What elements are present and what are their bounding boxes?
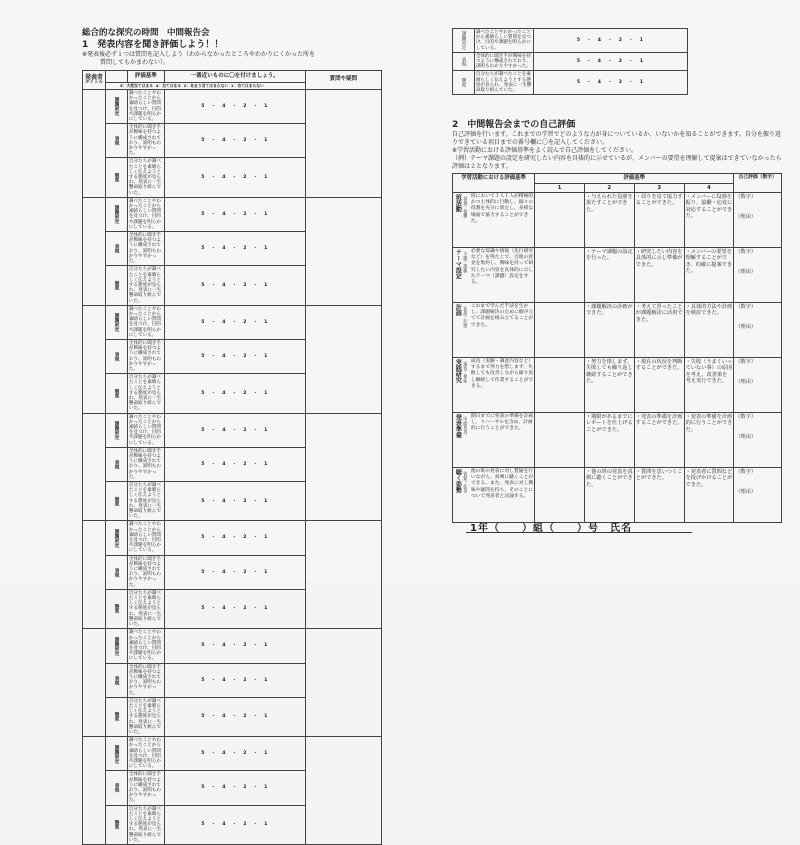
question-cell[interactable] — [305, 197, 381, 305]
rubric-level-1[interactable] — [535, 413, 585, 468]
evaluation-row — [83, 305, 382, 339]
criterion-desc: 調べたことやわかったことから素晴らしい質問を見つけ、目的や課題を明らかにしている。 — [127, 413, 164, 447]
score-scale[interactable]: 5 ・ 4 ・ 2 ・ 1 — [164, 737, 305, 771]
rubric-level-4[interactable]: ・メンバーの要望を理解することができ、的確に提案できた。 — [684, 248, 734, 303]
activity-cell — [453, 358, 535, 413]
self-score-number: （数字） — [735, 359, 757, 366]
rubric-level-4[interactable]: ・失敗（うまくいっていない事）の原因を考え、改善策を考え実行できた。 — [684, 358, 734, 413]
self-eval-row — [453, 248, 782, 303]
evaluation-row — [83, 90, 382, 124]
criterion-desc: 全体的に聞き手が興味を持つように構成されており、説明もわかりやすかった。 — [127, 771, 164, 805]
header-title-label: タイトル — [85, 80, 103, 85]
criterion-desc: 全体的に聞き手が興味を持つように構成されており、説明もわかりやすかった。 — [127, 339, 164, 373]
criterion-desc: 調べたことやわかったことから素晴らしい質問を見つけ、目的や課題を明らかにしている。 — [127, 305, 164, 339]
self-score-reason: （理由） — [735, 324, 757, 331]
rubric-level-2[interactable]: ・努力を惜しまず、失敗しても繰り返し継続することができた。 — [584, 358, 634, 413]
criterion-desc: 自分たちが調べたことを素晴らしく伝えようとする態度が見られ、発表に一生懸命取り組んでいた。 — [127, 589, 164, 628]
score-scale[interactable]: 5 ・ 4 ・ 2 ・ 1 — [164, 589, 305, 628]
presenter-cell[interactable] — [83, 629, 106, 737]
carryover-desc-2: 自分たちが調べたことを素晴らしく伝えようとする態度が見られ、発表に一生懸命取り組んでいた。 — [474, 71, 533, 95]
evaluation-row — [83, 413, 382, 447]
self-score-reason: （理由） — [735, 489, 757, 496]
self-eval-row — [453, 193, 782, 248]
header-rubric: 評価基準 — [535, 174, 734, 183]
rubric-level-2[interactable]: ・与えられた役割を果たすことができた。 — [584, 193, 634, 248]
score-scale[interactable]: 5 ・ 4 ・ 2 ・ 1 — [164, 266, 305, 305]
scale-legend-4: 4：当てはまる — [155, 83, 182, 89]
section2-heading: 2 中間報告会までの自己評価 — [452, 120, 576, 131]
score-scale[interactable]: 5 ・ 4 ・ 2 ・ 1 — [164, 555, 305, 589]
criterion-name: 表現 — [106, 232, 128, 266]
student-name-line[interactable]: 1年（ ）組（ ）号 氏名 — [470, 523, 632, 534]
criterion-desc: 自分たちが調べたことを素晴らしく伝えようとする態度が見られ、発表に一生懸命取り組んでいた。 — [127, 374, 164, 413]
activity-sub: （主題・課題） — [463, 249, 469, 276]
self-score-cell[interactable] — [734, 413, 782, 468]
criterion-desc: 自分たちが調べたことを素晴らしく伝えようとする態度が見られ、発表に一生懸命取り組んでいた。 — [127, 158, 164, 197]
score-scale[interactable]: 5 ・ 4 ・ 2 ・ 1 — [164, 305, 305, 339]
question-cell[interactable] — [305, 521, 381, 629]
rubric-level-4[interactable]: ・発表者に質問などを投げかけることができた。 — [684, 468, 734, 523]
rubric-level-2[interactable]: ・課題解決の計画ができた。 — [584, 303, 634, 358]
self-score-reason: （理由） — [735, 379, 757, 386]
self-score-number: （数字） — [735, 414, 757, 421]
criterion-desc: 全体的に聞き手が興味を持つように構成されており、説明もわかりやすかった。 — [127, 232, 164, 266]
question-cell[interactable] — [305, 413, 381, 521]
score-scale[interactable]: 5 ・ 4 ・ 2 ・ 1 — [164, 374, 305, 413]
criterion-desc: 全体的に聞き手が興味を持つように構成されており、説明もわかりやすかった。 — [127, 555, 164, 589]
activity-cell — [453, 303, 535, 358]
criterion-name: 課題設定 — [106, 629, 128, 663]
presenter-cell[interactable] — [83, 413, 106, 521]
criterion-desc: 自分たちが調べたことを素晴らしく伝えようとする態度が見られ、発表に一生懸命取り組んでいた。 — [127, 482, 164, 521]
activity-cell — [453, 193, 535, 248]
header-instruction: 一番近いものに〇を付けましょう。 — [164, 71, 305, 83]
presenter-cell[interactable] — [83, 305, 106, 413]
carryover-criterion-2: 態度 — [453, 71, 475, 95]
evaluation-row — [83, 737, 382, 771]
criterion-desc: 調べたことやわかったことから素晴らしい質問を見つけ、目的や課題を明らかにしている。 — [127, 521, 164, 555]
self-score-number: （数字） — [735, 194, 757, 201]
question-cell[interactable] — [305, 629, 381, 737]
self-eval-row — [453, 468, 782, 523]
rubric-level-3[interactable]: ・質問を思いつくことができた。 — [634, 468, 684, 523]
self-evaluation-table — [452, 173, 782, 523]
scale-legend-1: 1：当てはまらない — [230, 83, 264, 89]
criterion-name: 課題設定 — [106, 305, 128, 339]
question-cell[interactable] — [305, 305, 381, 413]
activity-name: 発表準備 — [454, 414, 462, 439]
evaluation-groups — [83, 90, 382, 845]
criterion-name: 表現 — [106, 555, 128, 589]
self-score-cell[interactable] — [734, 358, 782, 413]
self-eval-row — [453, 358, 782, 413]
activity-sub: （中間発表） — [463, 414, 469, 437]
activity-name: 計画 — [454, 304, 462, 317]
carryover-desc-1: 全体的に聞き手が興味を持つように構成されており、説明もわかりやすかった。 — [474, 52, 533, 71]
score-scale[interactable]: 5 ・ 4 ・ 2 ・ 1 — [164, 413, 305, 447]
section1-note-line1: ※発表後必ず１つは質問を記入しよう（わからなかったところやわかりにくかった所を — [82, 51, 316, 58]
activity-desc: 必要な知識や情報（先行研究など）を得た上で、自他の意見を集約し、興味を持って研究したい内容を具体的に示したテーマ（課題）設定をする。 — [470, 249, 534, 286]
left-page — [82, 28, 382, 845]
criterion-desc: 全体的に聞き手が興味を持つように構成されており、説明もわかりやすかった。 — [127, 447, 164, 481]
criterion-name: 態度 — [106, 374, 128, 413]
self-score-cell[interactable] — [734, 303, 782, 358]
score-scale[interactable]: 5 ・ 4 ・ 2 ・ 1 — [164, 805, 305, 844]
criterion-name: 態度 — [106, 697, 128, 736]
activity-name: テーマ設定 — [454, 249, 462, 280]
section1-note-line2: 質問してもかまわない）。 — [100, 59, 170, 66]
activity-sub: （質疑・応答） — [463, 469, 469, 496]
activity-sub: （仮説・計画） — [463, 304, 469, 331]
criterion-name: 表現 — [106, 771, 128, 805]
score-scale[interactable]: 5 ・ 4 ・ 2 ・ 1 — [164, 232, 305, 266]
activity-desc: 成功（実験・調査内容など）するまで努力を惜しまず、失敗しても改善しながら繰り返し継続して作業することができる。 — [470, 359, 534, 389]
criterion-name: 課題設定 — [106, 413, 128, 447]
col-3: 3 — [634, 183, 684, 192]
score-scale[interactable]: 5 ・ 4 ・ 2 ・ 1 — [164, 339, 305, 373]
self-score-number: （数字） — [735, 304, 757, 311]
section2-note: ※学習活動における評価基準をよく読んで自己評価をしてください。 — [452, 147, 638, 155]
scale-legend — [106, 83, 306, 90]
rubric-level-2[interactable]: ・期限があるまでにレポートを仕上げることができた。 — [584, 413, 634, 468]
activity-name: 実践研究 — [454, 359, 462, 384]
criterion-desc: 全体的に聞き手が興味を持つように構成されており、説明もわかりやすかった。 — [127, 124, 164, 158]
header-activity: 学習活動における評価基準 — [453, 174, 535, 193]
activity-sub: （調査・検証） — [463, 359, 469, 386]
criterion-desc: 全体的に聞き手が興味を持つように構成されており、説明もわかりやすかった。 — [127, 663, 164, 697]
criterion-name: 表現 — [106, 124, 128, 158]
peer-evaluation-table — [82, 70, 382, 845]
activity-desc: これまで学んだ手法を生かし、課題解決のために順序立てて計画を組み立てることができた。 — [470, 304, 534, 328]
score-scale[interactable]: 5 ・ 4 ・ 2 ・ 1 — [164, 521, 305, 555]
criterion-desc: 自分たちが調べたことを素晴らしく伝えようとする態度が見られ、発表に一生懸命取り組んでいた。 — [127, 266, 164, 305]
criterion-name: 表現 — [106, 447, 128, 481]
rubric-level-4[interactable]: ・発表の準備を計画的に行うことができた。 — [684, 413, 734, 468]
criterion-name: 課題設定 — [106, 521, 128, 555]
rubric-level-1[interactable] — [535, 468, 585, 523]
rubric-level-2[interactable]: ・テーマ課題の設定を行った。 — [584, 248, 634, 303]
self-score-number: （数字） — [735, 249, 757, 256]
score-scale[interactable]: 5 ・ 4 ・ 2 ・ 1 — [164, 158, 305, 197]
criterion-name: 表現 — [106, 663, 128, 697]
rubric-level-1[interactable] — [535, 248, 585, 303]
rubric-level-2[interactable]: ・他の班の発表を真剣に聴くことができた。 — [584, 468, 634, 523]
score-scale[interactable]: 5 ・ 4 ・ 2 ・ 1 — [164, 197, 305, 231]
presenter-cell[interactable] — [83, 197, 106, 305]
worksheet-title: 総合的な探究の時間 中間報告会 — [82, 28, 210, 38]
rubric-level-1[interactable] — [535, 303, 585, 358]
self-score-number: （数字） — [735, 469, 757, 476]
rubric-level-3[interactable]: ・考えて習ったことが課題解決に活用できた。 — [634, 303, 684, 358]
section2-intro: 自己評価を行います。これまでの学習でどのような力が身についているか、いないかを知ることができます。自分を振り返りできている項目までの番号欄に〇を記入してください。 — [452, 131, 781, 147]
score-scale[interactable]: 5 ・ 4 ・ 2 ・ 1 — [164, 629, 305, 663]
criterion-name: 表現 — [106, 339, 128, 373]
self-score-reason: （理由） — [735, 434, 757, 441]
presenter-cell[interactable] — [83, 737, 106, 845]
score-scale[interactable]: 5 ・ 4 ・ 2 ・ 1 — [164, 663, 305, 697]
score-scale[interactable]: 5 ・ 4 ・ 2 ・ 1 — [164, 90, 305, 124]
self-score-reason: （理由） — [735, 269, 757, 276]
criterion-desc: 自分たちが調べたことを素晴らしく伝えようとする態度が見られ、発表に一生懸命取り組んでいた。 — [127, 697, 164, 736]
self-evaluation-rows — [453, 193, 782, 523]
carryover-scale-1[interactable]: 5 ・ 4 ・ 2 ・ 1 — [533, 52, 687, 71]
section2-example: （例）テーマ課題の設定を研究したい内容を具体的に示せているが、メンバーの要望を理解して提案はできていなかったら評価は２となります。 — [452, 155, 782, 171]
activity-name: 聴く姿勢 — [454, 469, 462, 494]
header-presenter — [83, 71, 106, 90]
header-criteria: 評価基準 — [127, 71, 164, 83]
criterion-name: 態度 — [106, 266, 128, 305]
presenter-cell[interactable] — [83, 90, 106, 198]
presenter-cell[interactable] — [83, 521, 106, 629]
criterion-desc: 自分たちが調べたことを素晴らしく伝えようとする態度が見られ、発表に一生懸命取り組んでいた。 — [127, 805, 164, 844]
criterion-name: 態度 — [106, 805, 128, 844]
criterion-name: 態度 — [106, 589, 128, 628]
carryover-scale-0[interactable]: 5 ・ 4 ・ 2 ・ 1 — [533, 29, 687, 53]
score-scale[interactable]: 5 ・ 4 ・ 2 ・ 1 — [164, 697, 305, 736]
rubric-level-3[interactable]: ・研究したい内容を具体的に示し準備ができた。 — [634, 248, 684, 303]
criterion-desc: 調べたことやわかったことから素晴らしい質問を見つけ、目的や課題を明らかにしている。 — [127, 197, 164, 231]
activity-sub: （役割・協働） — [463, 194, 469, 221]
header-question: 質問や疑問 — [305, 71, 381, 90]
activity-desc: 期日までに発表の準備を計画し、リハーサルを含め、計画的に行うことができた。 — [470, 414, 534, 432]
name-underline — [466, 532, 692, 533]
criterion-name: 課題設定 — [106, 737, 128, 771]
rubric-level-4[interactable]: ・具体的方法や計画を検討できた。 — [684, 303, 734, 358]
score-scale[interactable]: 5 ・ 4 ・ 2 ・ 1 — [164, 482, 305, 521]
activity-cell — [453, 468, 535, 523]
col-1: 1 — [535, 183, 585, 192]
rubric-level-1[interactable] — [535, 193, 585, 248]
criterion-name: 態度 — [106, 158, 128, 197]
rubric-level-3[interactable]: ・現在の状況を判断することができた。 — [634, 358, 684, 413]
self-score-cell[interactable] — [734, 468, 782, 523]
activity-cell — [453, 248, 535, 303]
criterion-name: 課題設定 — [106, 197, 128, 231]
criterion-name: 課題設定 — [106, 90, 128, 124]
rubric-level-4[interactable]: ・メンバーに役割を振り、協働・応変に対応することができた。 — [684, 193, 734, 248]
scale-legend-5: 5：大変当てはまる — [120, 83, 154, 89]
self-score-reason: （理由） — [735, 214, 757, 221]
score-scale[interactable]: 5 ・ 4 ・ 2 ・ 1 — [164, 771, 305, 805]
question-cell[interactable] — [305, 90, 381, 198]
evaluation-row — [83, 521, 382, 555]
activity-desc: 班において１人１人が積極的かつ主体的に行動し、個々の役割を充分に果たし、多様な場面で協力することができた。 — [470, 194, 534, 224]
score-scale[interactable]: 5 ・ 4 ・ 2 ・ 1 — [164, 124, 305, 158]
section1-heading: 1 発表内容を聞き評価しよう！！ — [82, 40, 224, 50]
rubric-level-1[interactable] — [535, 358, 585, 413]
evaluation-row — [83, 629, 382, 663]
self-eval-row — [453, 303, 782, 358]
self-eval-row — [453, 413, 782, 468]
scale-legend-2: 2：あまり当てはまらない — [183, 83, 229, 89]
criterion-desc: 調べたことやわかったことから素晴らしい質問を見つけ、目的や課題を明らかにしている。 — [127, 90, 164, 124]
header-self: 自己評価（数字） — [734, 174, 782, 193]
col-2: 2 — [584, 183, 634, 192]
activity-desc: 他の班の発表に対し質疑を行いながら、真剣に聴くことができる。また、発表に対し興味や疑問を持ち、そのことについて発表者と討論する。 — [470, 469, 534, 499]
evaluation-row — [83, 197, 382, 231]
question-cell[interactable] — [305, 737, 381, 845]
score-scale[interactable]: 5 ・ 4 ・ 2 ・ 1 — [164, 447, 305, 481]
criterion-name: 態度 — [106, 482, 128, 521]
right-page — [452, 28, 782, 523]
rubric-level-3[interactable]: ・周りを見て協力することができた。 — [634, 193, 684, 248]
activity-cell — [453, 413, 535, 468]
self-score-cell[interactable] — [734, 193, 782, 248]
criterion-desc: 調べたことやわかったことから素晴らしい質問を見つけ、目的や課題を明らかにしている。 — [127, 737, 164, 771]
carryover-scale-2[interactable]: 5 ・ 4 ・ 2 ・ 1 — [533, 71, 687, 95]
col-4: 4 — [684, 183, 734, 192]
criterion-desc: 調べたことやわかったことから素晴らしい質問を見つけ、目的や課題を明らかにしている。 — [127, 629, 164, 663]
carryover-criterion-0: 課題設定 — [453, 29, 475, 53]
carryover-desc-0: 調べたことやわかったことから素晴らしい質問を見つけ、目的や課題を明らかにしている。 — [474, 29, 533, 53]
self-score-cell[interactable] — [734, 248, 782, 303]
carryover-evaluation-table — [452, 28, 688, 95]
activity-name: 班活動 — [454, 194, 462, 213]
rubric-level-3[interactable]: ・発表の準備を計画することができた。 — [634, 413, 684, 468]
header-presenter-label: 発表者 — [84, 73, 103, 81]
carryover-criterion-1: 表現 — [453, 52, 475, 71]
